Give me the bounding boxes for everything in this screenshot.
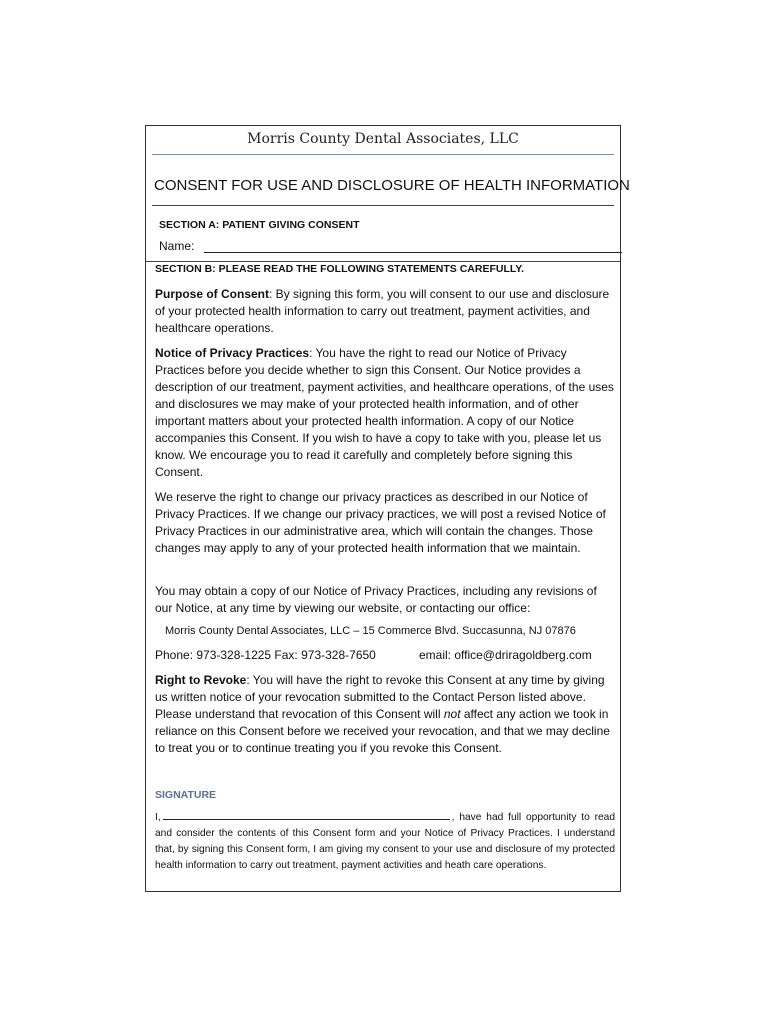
signature-prefix: I, [155,812,161,823]
email-address: email: office@driragoldberg.com [419,648,592,662]
section-b-heading: SECTION B: PLEASE READ THE FOLLOWING STATEMENTS CAREFULLY. [155,263,525,275]
name-field[interactable] [204,252,622,253]
obtain-paragraph: You may obtain a copy of our Notice of Privacy Practices, including any revisions of our Notice, at any time by viewing our website, or contacting our office: [155,584,597,615]
title-divider [152,205,614,206]
office-address: Morris County Dental Associates, LLC – 15 Commerce Blvd. Succasunna, NJ 07876 [165,625,576,637]
purpose-label: Purpose of Consent [155,287,270,301]
practice-name: Morris County Dental Associates, LLC [247,131,519,147]
section-b-divider [146,261,620,262]
signature-name-field[interactable] [163,810,450,820]
name-label: Name: [159,239,195,253]
header-divider [152,154,614,155]
consent-form [145,125,630,892]
section-a-heading: SECTION A: PATIENT GIVING CONSENT [159,219,360,231]
revoke-text-after: affect any action we took in reliance on this Consent before we received your revocation, and that we may decline to treat you or to continue treating you if you revoke this Consent. [155,707,610,755]
signature-text: , have had full opportunity to read and consider the contents of this Consent form and your Notice of Privacy Practices. I understand that, by signing this Consent form, I am giving my consent to your use and disclosure of my protected health information to carry out treatment, payment activities and heath care operations. [155,812,615,871]
notice-text: : You have the right to read our Notice of Privacy Practices before you decide whether to sign this Consent. Our Notice provides a description of our treatment, payment activities, and healthcare operations, of the uses and disclosures we may make of your protected health information, and of other important matters about your protected health information. A copy of our Notice accompanies this Consent. If you wish to have a copy to take with you, please let us know. We encourage you to read it carefully and completely before signing this Consent. [155,346,614,479]
signature-heading: SIGNATURE [155,789,217,801]
revoke-paragraph [155,672,615,757]
notice-paragraph [155,345,615,481]
notice-label: Notice of Privacy Practices [155,346,310,360]
revoke-label: Right to Revoke [155,673,247,687]
form-title: CONSENT FOR USE AND DISCLOSURE OF HEALTH INFORMATION [154,177,630,194]
revoke-emphasis: not [443,707,461,721]
reserve-paragraph: We reserve the right to change our privacy practices as described in our Notice of Privacy Practices. If we change our privacy practices, we will post a revised Notice of Privacy Practices in our administrative area, which will contain the changes. Those changes may apply to any of your protected health information that we maintain. [155,490,606,555]
signature-statement [155,810,615,874]
revoke-text-before: : You will have the right to revoke this Consent at any time by giving us written notice of your revocation submitted to the Contact Person listed above. Please understand that revocation of this Consent will [155,673,605,721]
purpose-text: : By signing this form, you will consent to our use and disclosure of your protected health information to carry out treatment, payment activities, and healthcare operations. [155,287,610,335]
purpose-paragraph [155,286,615,337]
phone-fax: Phone: 973-328-1225 Fax: 973-328-7650 [155,648,376,662]
